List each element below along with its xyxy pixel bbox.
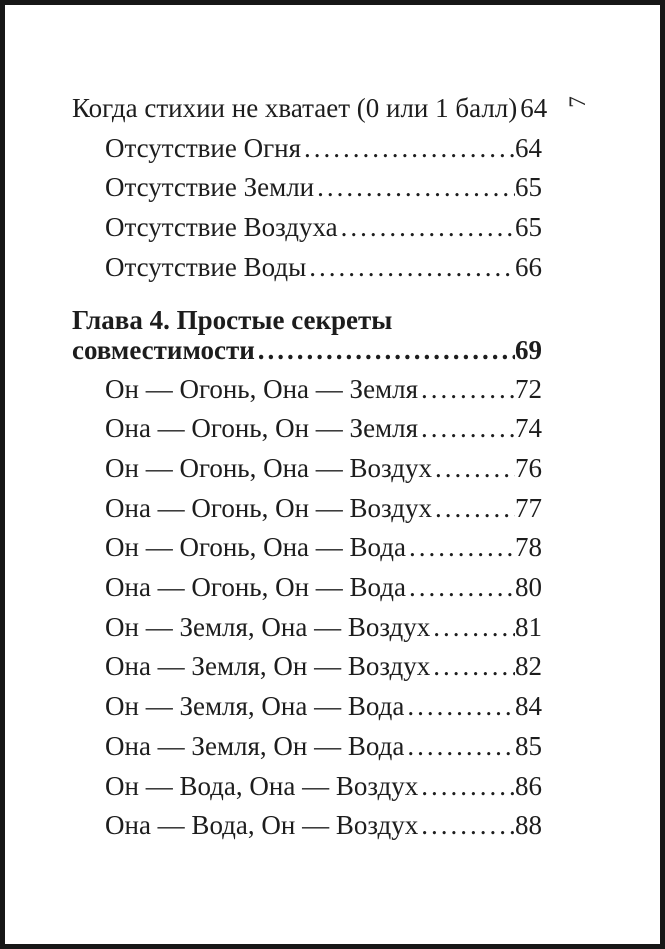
toc-entry-page: 72 bbox=[515, 373, 542, 404]
toc-entry-label: Он — Огонь, Она — Земля bbox=[105, 373, 419, 404]
toc-leader-dots bbox=[255, 335, 515, 365]
toc-entry bbox=[72, 89, 548, 129]
toc-entry-page: 77 bbox=[515, 492, 542, 523]
toc-entry-page: 78 bbox=[515, 532, 542, 563]
toc-entry bbox=[72, 647, 542, 687]
toc-entry-page: 64 bbox=[520, 93, 548, 123]
toc-entry bbox=[72, 409, 542, 449]
toc-entry-label: Он — Огонь, Она — Вода bbox=[105, 532, 406, 563]
toc-leader-dots bbox=[301, 129, 515, 169]
toc-chapter-heading bbox=[72, 305, 542, 335]
toc-leader-dots bbox=[430, 608, 515, 648]
toc-entry bbox=[72, 608, 542, 648]
toc-entry bbox=[72, 806, 542, 846]
toc-leader-dots bbox=[418, 370, 515, 410]
toc-entry-label: Отсутствие Воздуха bbox=[105, 212, 338, 243]
toc-leader-dots bbox=[406, 528, 515, 568]
toc-leader-dots bbox=[338, 208, 515, 248]
toc-entry-label: Она — Огонь, Он — Воздух bbox=[105, 492, 432, 523]
toc-entry bbox=[72, 168, 542, 208]
toc-chapter-title-line1: Глава 4. Простые секреты bbox=[72, 304, 393, 335]
toc-entry-page: 85 bbox=[515, 730, 542, 761]
toc-entry-page: 84 bbox=[515, 691, 542, 722]
toc-leader-dots bbox=[404, 727, 515, 767]
toc-entry-page: 64 bbox=[515, 132, 542, 163]
toc-leader-dots bbox=[418, 409, 515, 449]
toc-entry-page: 80 bbox=[515, 572, 542, 603]
toc-entry-label: Она — Земля, Он — Вода bbox=[105, 730, 405, 761]
toc-entry bbox=[72, 687, 542, 727]
book-page bbox=[5, 5, 660, 944]
toc-entry-label: Она — Вода, Он — Воздух bbox=[105, 810, 419, 841]
toc-entry-page: 82 bbox=[515, 651, 542, 682]
toc-entry-label: Он — Земля, Она — Воздух bbox=[105, 611, 431, 642]
toc-leader-dots bbox=[404, 687, 515, 727]
toc-entry-page: 74 bbox=[515, 413, 542, 444]
toc-entry bbox=[72, 248, 542, 288]
table-of-contents bbox=[72, 89, 548, 846]
toc-chapter-title-line2: совместимости bbox=[72, 334, 255, 365]
toc-leader-dots bbox=[314, 168, 515, 208]
toc-entry-page: 66 bbox=[515, 251, 542, 282]
toc-leader-dots bbox=[418, 806, 515, 846]
toc-leader-dots bbox=[430, 647, 515, 687]
toc-leader-dots bbox=[406, 568, 515, 608]
toc-leader-dots bbox=[432, 449, 515, 489]
toc-entry-label: Он — Вода, Она — Воздух bbox=[105, 770, 419, 801]
toc-entry-label: Он — Огонь, Она — Воздух bbox=[105, 452, 432, 483]
toc-entry-label: Отсутствие Огня bbox=[105, 132, 302, 163]
toc-entry bbox=[72, 489, 542, 529]
toc-entry-label: Когда стихии не хватает (0 или 1 балл) bbox=[72, 93, 518, 123]
toc-entry-label: Отсутствие Земли bbox=[105, 172, 315, 203]
toc-entry bbox=[72, 568, 542, 608]
toc-entry bbox=[72, 129, 542, 169]
toc-entry bbox=[72, 727, 542, 767]
toc-entry-label: Она — Земля, Он — Воздух bbox=[105, 651, 431, 682]
toc-entry bbox=[72, 528, 542, 568]
toc-entry-label: Он — Земля, Она — Вода bbox=[105, 691, 405, 722]
toc-entry bbox=[72, 370, 542, 410]
toc-entry-label: Она — Огонь, Он — Вода bbox=[105, 572, 406, 603]
toc-entry-page: 81 bbox=[515, 611, 542, 642]
toc-chapter-heading bbox=[72, 335, 542, 365]
page-number-vertical: 7 bbox=[565, 96, 590, 108]
toc-entry-page: 88 bbox=[515, 810, 542, 841]
toc-entry-label: Отсутствие Воды bbox=[105, 251, 307, 282]
toc-entry-page: 65 bbox=[515, 212, 542, 243]
toc-entry bbox=[72, 449, 542, 489]
toc-leader-dots bbox=[418, 767, 515, 807]
toc-entry-page: 65 bbox=[515, 172, 542, 203]
toc-leader-dots bbox=[432, 489, 515, 529]
toc-entry bbox=[72, 767, 542, 807]
toc-entry-page: 86 bbox=[515, 770, 542, 801]
toc-leader-dots bbox=[306, 248, 515, 288]
toc-entry-page: 69 bbox=[515, 334, 542, 365]
toc-entry-label: Она — Огонь, Он — Земля bbox=[105, 413, 419, 444]
toc-entry-page: 76 bbox=[515, 452, 542, 483]
toc-entry bbox=[72, 208, 542, 248]
